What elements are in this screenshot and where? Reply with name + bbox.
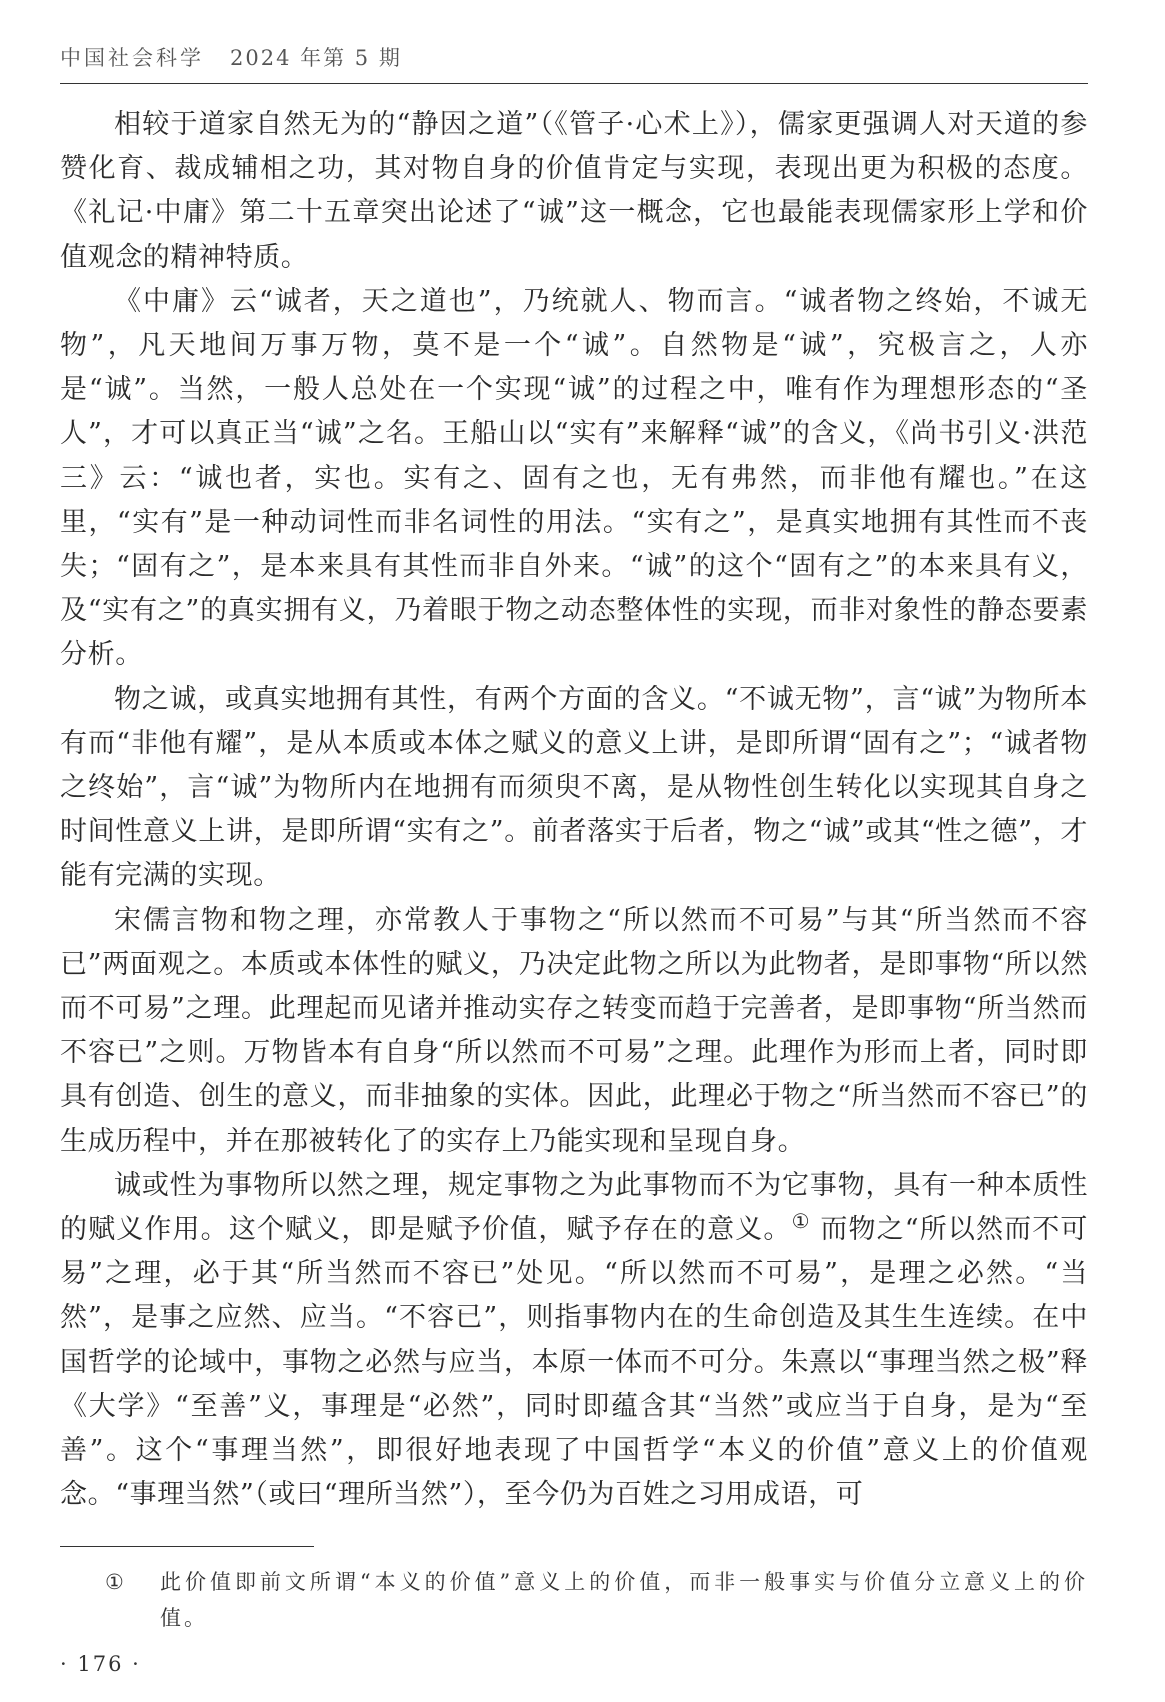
paragraph-1: 相较于道家自然无为的“静因之道”（《管子·心术上》），儒家更强调人对天道的参赞化育、裁成辅相之功，其对物自身的价值肯定与实现，表现出更为积极的态度。《礼记·中庸》第二十五章突出论述了“诚”这一概念，它也最能表现儒家形上学和价值观念的精神特质。 — [60, 109, 1088, 273]
paragraph-2: 《中庸》云“诚者，天之道也”，乃统就人、物而言。“诚者物之终始，不诚无物”，凡天地间万事万物，莫不是一个“诚”。自然物是“诚”，究极言之，人亦是“诚”。当然，一般人总处在一个实现“诚”的过程之中，唯有作为理想形态的“圣人”，才可以真正当“诚”之名。王船山以“实有”来解释“诚”的含义，《尚书引义·洪范三》云：“诚也者，实也。实有之、固有之也，无有弗然，而非他有耀也。”在这里，“实有”是一种动词性而非名词性的用法。“实有之”，是真实地拥有其性而不丧失；“固有之”，是本来具有其性而非自外来。“诚”的这个“固有之”的本来具有义，及“实有之”的真实拥有义，乃着眼于物之动态整体性的实现，而非对象性的静态要素分析。 — [60, 285, 1088, 671]
running-head — [60, 42, 402, 72]
footnote-rule — [60, 1546, 314, 1547]
paragraph-5-text-a: 诚或性为事物所以然之理，规定事物之为此事物而不为它事物，具有一种本质性的赋义作用。这个赋义，即是赋予价值，赋予存在的意义。 — [60, 1169, 1088, 1246]
footnote — [60, 1564, 1088, 1636]
header-rule — [60, 83, 1088, 84]
page-number: · 176 · — [60, 1652, 141, 1676]
paragraph-5 — [60, 1164, 1088, 1518]
journal-page — [60, 0, 1088, 1702]
article-body — [60, 103, 1088, 1518]
issue-label: 2024 年第 5 期 — [230, 46, 402, 70]
footnote-text: 此价值即前文所谓“本义的价值”意义上的价值，而非一般事实与价值分立意义上的价值。 — [160, 1570, 1088, 1630]
paragraph-5-text-b: 而物之“所以然而不可易”之理，必于其“所当然而不容已”处见。“所以然而不可易”，是理之必然。“当然”，是事之应然、应当。“不容已”，则指事物内在的生命创造及其生生连续。在中国哲学的论域中，事物之必然与应当，本原一体而不可分。朱熹以“事理当然之极”释《大学》“至善”义，事理是“必然”，同时即蕴含其“当然”或应当于自身，是为“至善”。这个“事理当然”，即很好地表现了中国哲学“本义的价值”意义上的价值观念。“事理当然”（或曰“理所当然”），至今仍为百姓之习用成语，可 — [60, 1214, 1088, 1511]
footnote-reference[interactable]: ① — [791, 1209, 811, 1234]
paragraph-3: 物之诚，或真实地拥有其性，有两个方面的含义。“不诚无物”，言“诚”为物所本有而“非他有耀”，是从本质或本体之赋义的意义上讲，是即所谓“固有之”；“诚者物之终始”，言“诚”为物所内在地拥有而须臾不离，是从物性创生转化以实现其自身之时间性意义上讲，是即所谓“实有之”。前者落实于后者，物之“诚”或其“性之德”，才能有完满的实现。 — [60, 683, 1088, 892]
journal-name: 中国社会科学 — [60, 46, 204, 70]
paragraph-4: 宋儒言物和物之理，亦常教人于事物之“所以然而不可易”与其“所当然而不容已”两面观之。本质或本体性的赋义，乃决定此物之所以为此物者，是即事物“所以然而不可易”之理。此理起而见诸并推动实存之转变而趋于完善者，是即事物“所当然而不容已”之则。万物皆本有自身“所以然而不可易”之理。此理作为形而上者，同时即具有创造、创生的意义，而非抽象的实体。因此，此理必于物之“所当然而不容已”的生成历程中，并在那被转化了的实存上乃能实现和呈现自身。 — [60, 904, 1088, 1157]
footnote-mark: ① — [105, 1570, 127, 1594]
